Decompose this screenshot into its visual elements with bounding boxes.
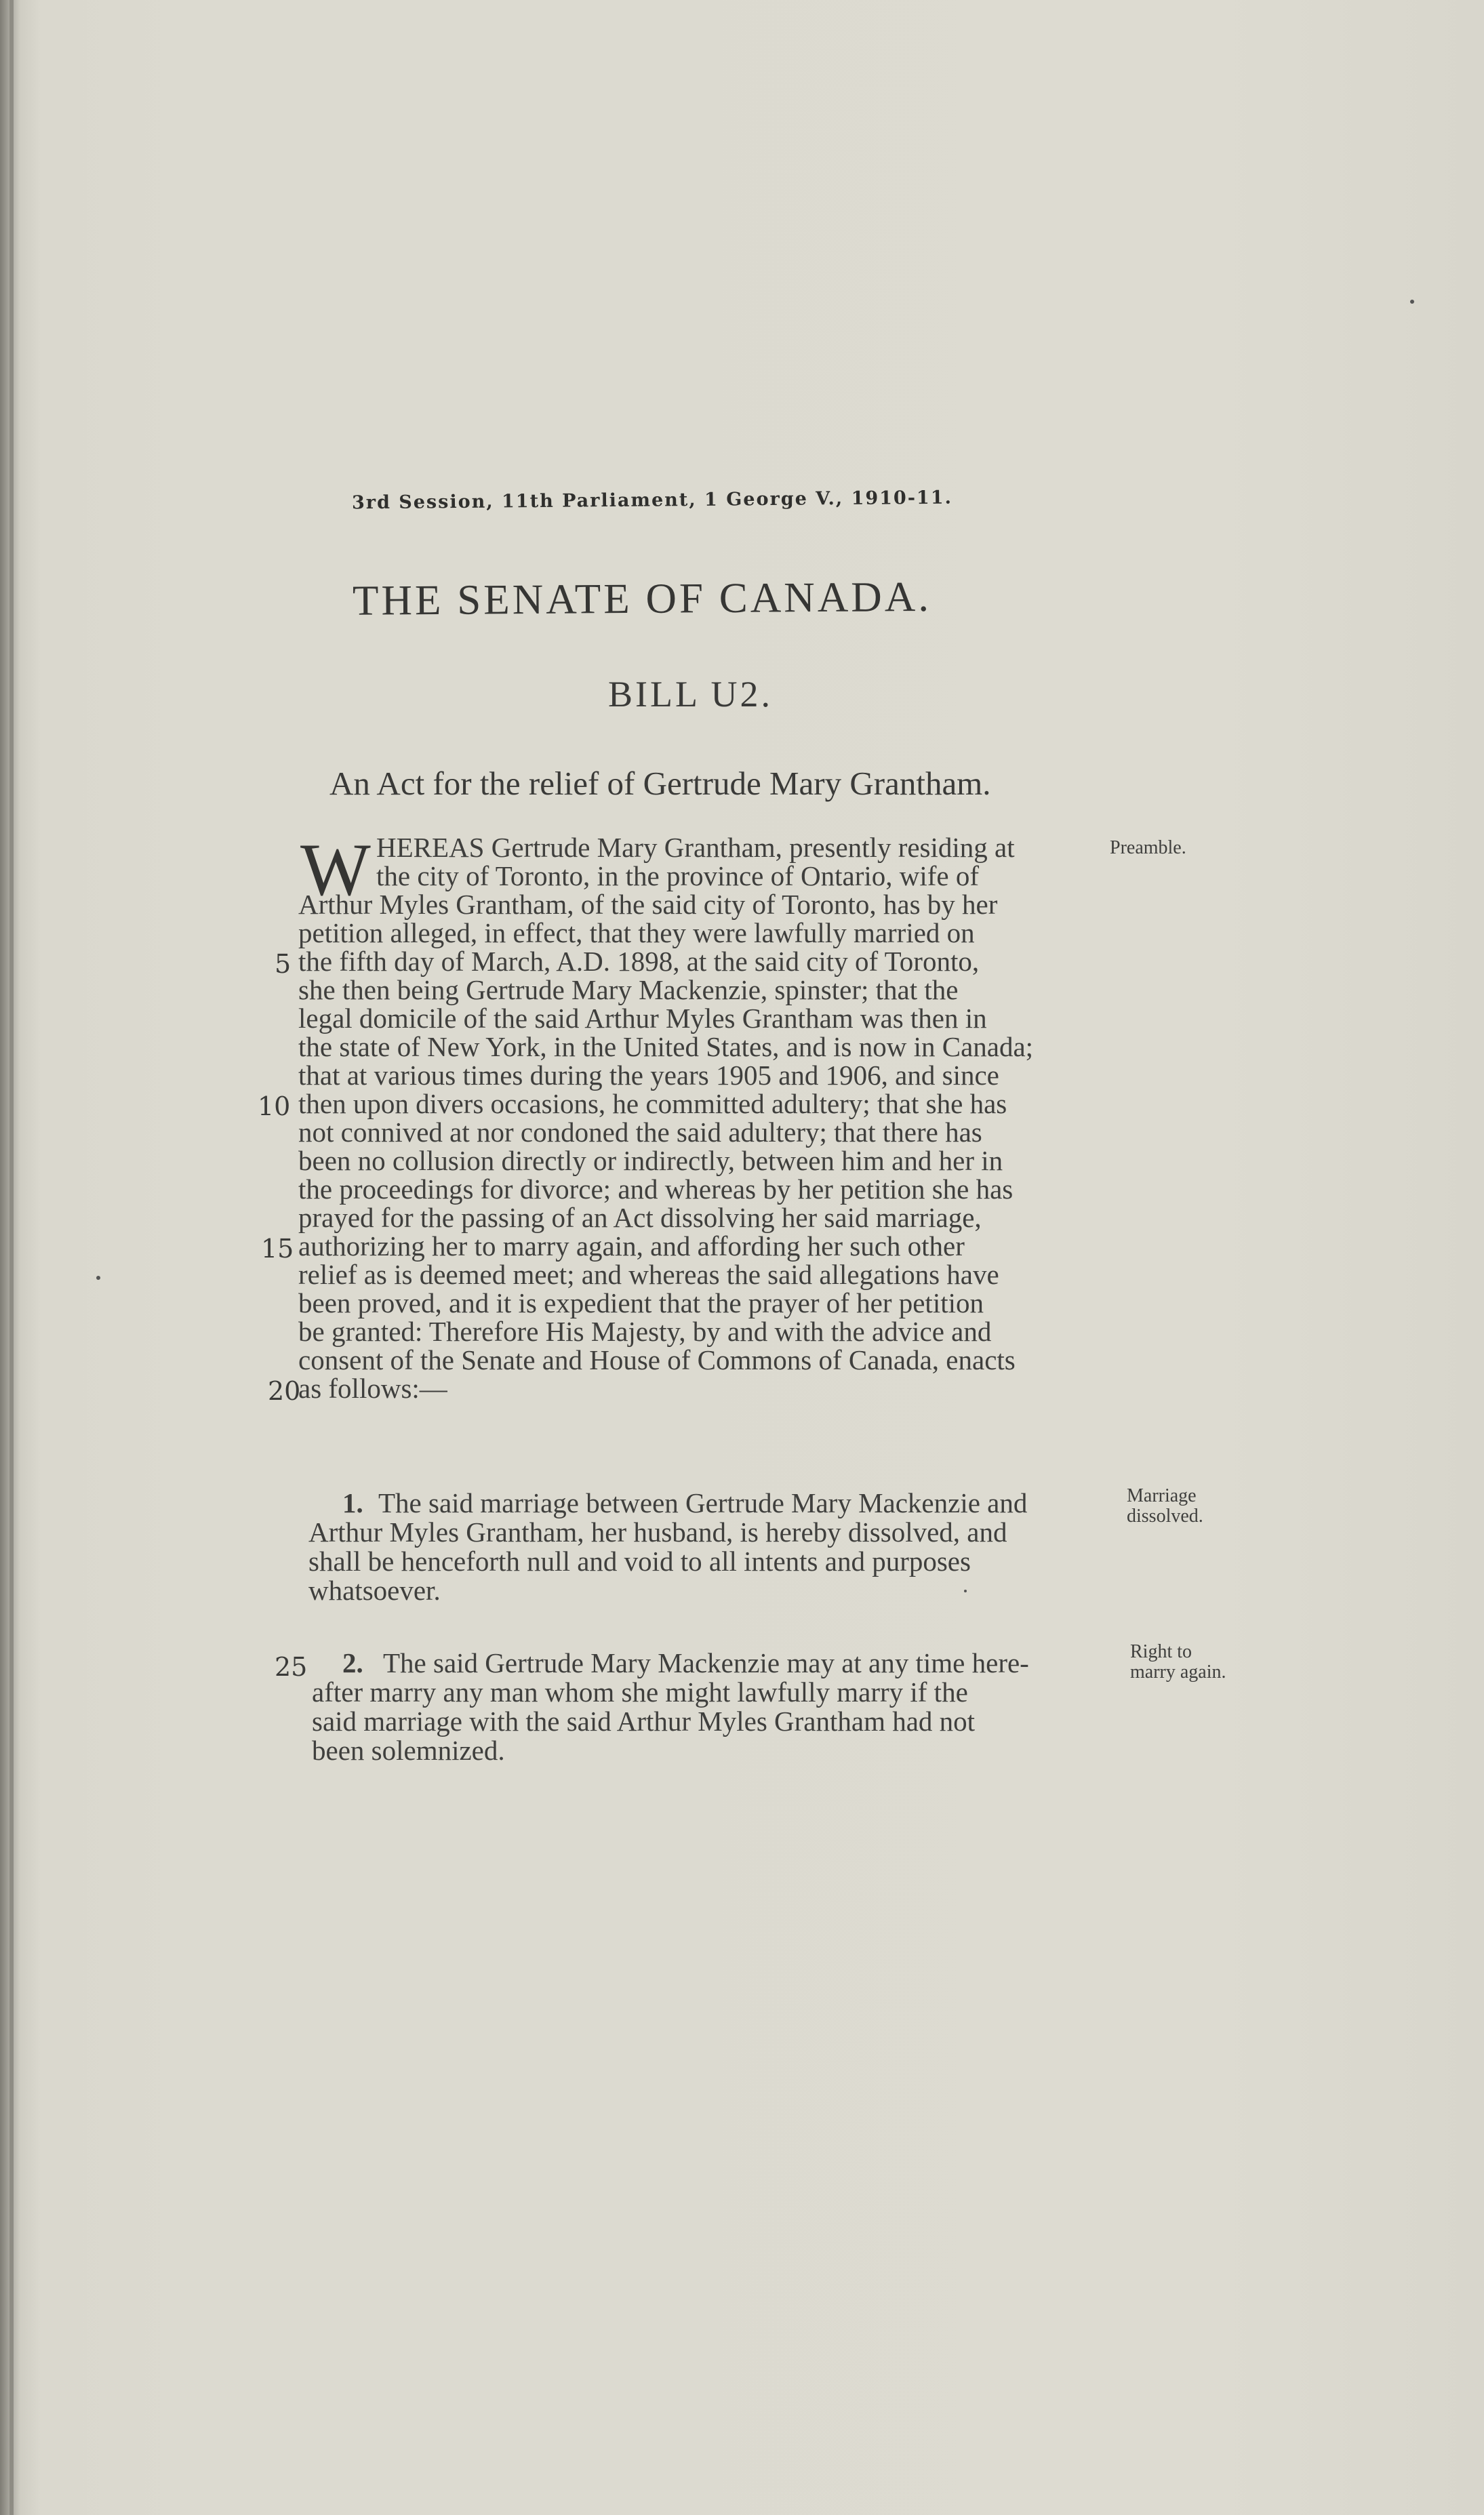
speck <box>96 1276 100 1280</box>
margin-note-marry-again: marry again. <box>1130 1662 1226 1683</box>
section-line: Arthur Myles Grantham, her husband, is hereby dissolved, and <box>308 1516 1007 1548</box>
line-number: 15 <box>261 1234 294 1264</box>
preamble-line: HEREAS Gertrude Mary Grantham, presently residing at <box>376 832 1015 863</box>
preamble-line: not connived at nor condoned the said adultery; that there has <box>298 1116 982 1148</box>
margin-note-right: Right to <box>1130 1641 1192 1662</box>
binding-edge <box>9 0 14 2515</box>
preamble-line: then upon divers occasions, he committed adultery; that she has <box>298 1088 1007 1119</box>
section-line: The said marriage between Gertrude Mary Mackenzie and <box>378 1487 1028 1518</box>
section-number: 2. <box>342 1647 363 1678</box>
margin-note-marriage: Marriage <box>1127 1485 1197 1506</box>
drop-cap: W <box>300 828 371 911</box>
section-number: 1. <box>342 1487 363 1518</box>
speck <box>964 1590 967 1592</box>
bill-number: BILL U2. <box>608 674 773 715</box>
section-line: been solemnized. <box>312 1735 505 1766</box>
speck <box>1410 300 1414 304</box>
preamble-line: consent of the Senate and House of Commons of Canada, enacts <box>298 1344 1016 1375</box>
preamble-line: the city of Toronto, in the province of Ontario, wife of <box>376 860 980 891</box>
preamble-line: legal domicile of the said Arthur Myles Grantham was then in <box>298 1003 987 1034</box>
line-number: 5 <box>275 949 292 979</box>
page-title: THE SENATE OF CANADA. <box>352 572 932 624</box>
preamble-line: as follows:— <box>298 1373 447 1404</box>
preamble-line: she then being Gertrude Mary Mackenzie, spinster; that the <box>298 974 959 1005</box>
session-line: 3rd Session, 11th Parliament, 1 George V., 1910-11. <box>351 487 953 514</box>
section-line: said marriage with the said Arthur Myles Grantham had not <box>312 1706 976 1737</box>
section-line: after marry any man whom she might lawfully marry if the <box>312 1676 968 1708</box>
line-number: 25 <box>275 1652 308 1682</box>
preamble-line: prayed for the passing of an Act dissolving her said marriage, <box>298 1202 982 1233</box>
act-title: An Act for the relief of Gertrude Mary Grantham. <box>329 765 991 802</box>
preamble-line: the fifth day of March, A.D. 1898, at the said city of Toronto, <box>298 946 980 977</box>
section-line: shall be henceforth null and void to all intents and purposes <box>308 1546 971 1577</box>
line-number: 10 <box>258 1091 291 1121</box>
margin-note-preamble: Preamble. <box>1110 837 1186 858</box>
section-line: The said Gertrude Mary Mackenzie may at any time here- <box>383 1647 1029 1678</box>
preamble-line: been no collusion directly or indirectly, between him and her in <box>298 1145 1003 1176</box>
preamble-line: be granted: Therefore His Majesty, by and with the advice and <box>298 1316 992 1347</box>
preamble-line: authorizing her to marry again, and affording her such other <box>298 1230 965 1262</box>
preamble-line: been proved, and it is expedient that the prayer of her petition <box>298 1287 984 1319</box>
line-number: 20 <box>268 1376 301 1406</box>
margin-note-dissolved: dissolved. <box>1127 1506 1203 1527</box>
preamble-line: Arthur Myles Grantham, of the said city of Toronto, has by her <box>298 889 998 920</box>
section-line: whatsoever. <box>308 1575 441 1606</box>
preamble-line: petition alleged, in effect, that they were lawfully married on <box>298 917 975 948</box>
preamble-line: that at various times during the years 1905 and 1906, and since <box>298 1060 999 1091</box>
preamble-line: the state of New York, in the United States, and is now in Canada; <box>298 1031 1034 1062</box>
preamble-line: the proceedings for divorce; and whereas by her petition she has <box>298 1173 1014 1205</box>
preamble-line: relief as is deemed meet; and whereas the said allegations have <box>298 1259 999 1290</box>
